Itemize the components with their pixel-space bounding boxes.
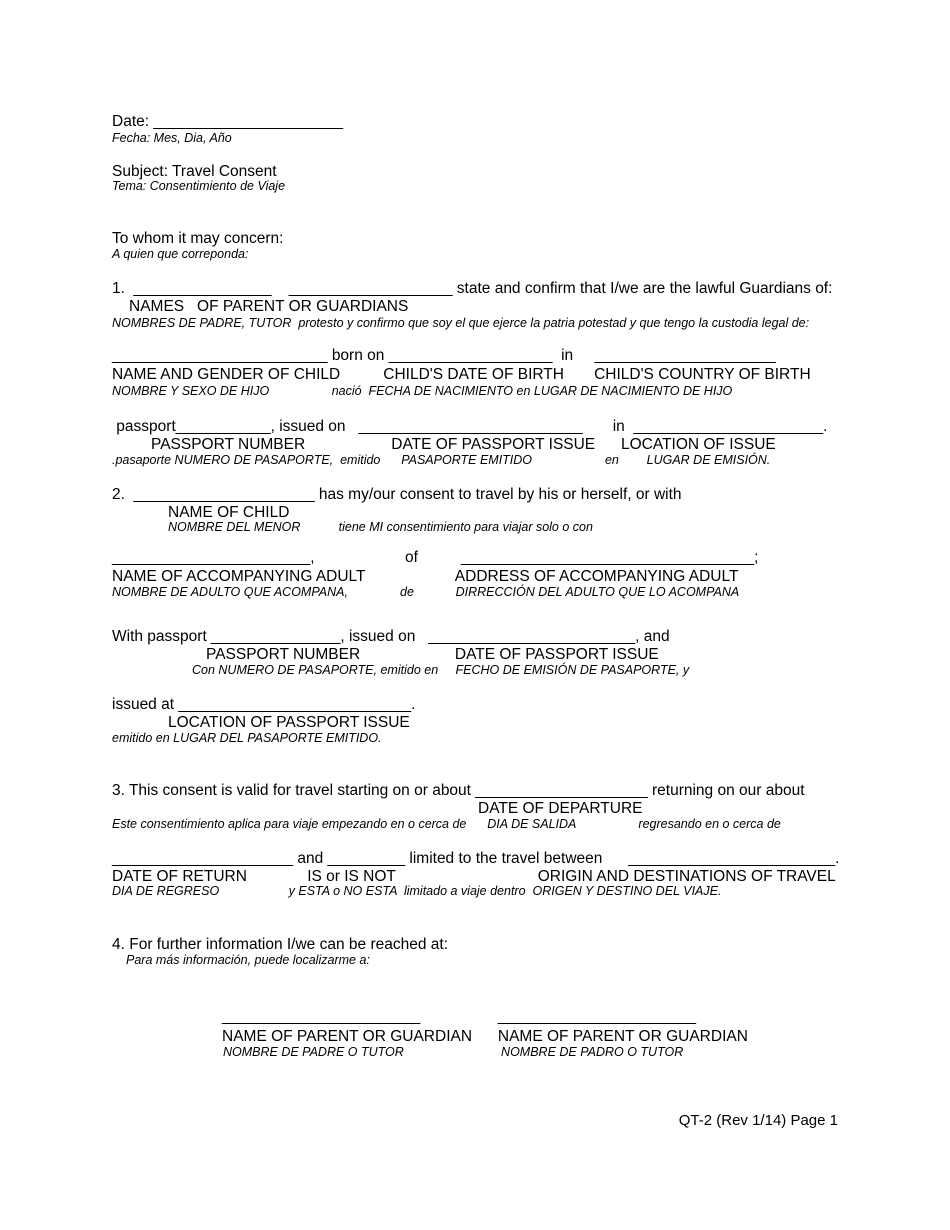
date-note-es: Fecha: Mes, Dia, Año: [112, 131, 232, 145]
child-passport-blanks: passport___________, issued on __________________________ in ______________________.: [112, 418, 828, 435]
accompanying-adult-blanks: _______________________, of __________________________________;: [112, 549, 759, 566]
child-passport-labels-en: PASSPORT NUMBER DATE OF PASSPORT ISSUE LOCATION OF ISSUE: [151, 436, 776, 453]
signature-labels-es: NOMBRE DE PADRE O TUTOR NOMBRE DE PADRO O TUTOR: [223, 1045, 684, 1059]
section1-labels-es: NOMBRES DE PADRE, TUTOR protesto y confirmo que soy el que ejerce la patria potestad y que tengo la custodia legal de:: [112, 316, 810, 330]
adult-passport-labels-en: PASSPORT NUMBER DATE OF PASSPORT ISSUE: [206, 646, 659, 663]
accompanying-adult-labels-en: NAME OF ACCOMPANYING ADULT ADDRESS OF ACCOMPANYING ADULT: [112, 568, 739, 585]
section4-statement: 4. For further information I/we can be reached at:: [112, 936, 449, 953]
child-info-blanks: _________________________ born on ___________________ in _____________________: [112, 347, 776, 364]
name-of-child-label-en: NAME OF CHILD: [168, 504, 290, 521]
name-of-child-label-es: NOMBRE DEL MENOR tiene MI consentimiento para viajar solo o con: [168, 520, 593, 534]
subject-note-es: Tema: Consentimiento de Viaje: [112, 179, 286, 193]
salutation-line: To whom it may concern:: [112, 230, 284, 247]
child-passport-labels-es: .pasaporte NUMERO DE PASAPORTE, emitido PASAPORTE EMITIDO en LUGAR DE EMISIÓN.: [112, 453, 771, 467]
child-info-labels-en: NAME AND GENDER OF CHILD CHILD'S DATE OF BIRTH CHILD'S COUNTRY OF BIRTH: [112, 366, 811, 383]
signature-labels-en: NAME OF PARENT OR GUARDIAN NAME OF PARENT OR GUARDIAN: [222, 1028, 748, 1045]
child-info-labels-es: NOMBRE Y SEXO DE HIJO nació FECHA DE NACIMIENTO en LUGAR DE NACIMIENTO DE HIJO: [112, 384, 733, 398]
section1-labels-en: NAMES OF PARENT OR GUARDIANS: [129, 298, 409, 315]
return-travel-labels-es: DIA DE REGRESO y ESTA o NO ESTA limitado a viaje dentro ORIGEN Y DESTINO DEL VIAJE.: [112, 884, 722, 898]
adult-passport-labels-es: Con NUMERO DE PASAPORTE, emitido en FECHO DE EMISIÓN DE PASAPORTE, y: [192, 663, 690, 677]
signature-blanks: _______________________ _______________________: [222, 1008, 697, 1025]
section3-statement: 3. This consent is valid for travel starting on or about ____________________ returning on our about: [112, 782, 805, 799]
section4-note-es: Para más información, puede localizarme a:: [126, 953, 370, 967]
date-line: Date: ______________________: [112, 113, 344, 130]
section2-statement: 2. _____________________ has my/our consent to travel by his or herself, or with: [112, 486, 682, 503]
date-of-departure-label-en: DATE OF DEPARTURE: [478, 800, 643, 817]
date-of-departure-label-es: Este consentimiento aplica para viaje empezando en o cerca de DIA DE SALIDA regresando en o cerca de: [112, 817, 781, 831]
salutation-note-es: A quien que correponda:: [112, 247, 249, 261]
form-number-footer: QT-2 (Rev 1/14) Page 1: [678, 1112, 838, 1129]
issued-at-blank: issued at ___________________________.: [112, 696, 416, 713]
return-travel-blanks: _____________________ and _________ limited to the travel between ________________________.: [112, 850, 840, 867]
accompanying-adult-labels-es: NOMBRE DE ADULTO QUE ACOMPANA, de DIRRECCIÓN DEL ADULTO QUE LO ACOMPANA: [112, 585, 740, 599]
subject-line: Subject: Travel Consent: [112, 163, 277, 180]
issued-at-label-en: LOCATION OF PASSPORT ISSUE: [168, 714, 410, 731]
adult-passport-blanks: With passport _______________, issued on ________________________, and: [112, 628, 670, 645]
return-travel-labels-en: DATE OF RETURN IS or IS NOT ORIGIN AND DESTINATIONS OF TRAVEL: [112, 868, 836, 885]
section1-statement: 1. ________________ ___________________ state and confirm that I/we are the lawful Guardians of:: [112, 280, 833, 297]
issued-at-label-es: emitido en LUGAR DEL PASAPORTE EMITIDO.: [112, 731, 382, 745]
